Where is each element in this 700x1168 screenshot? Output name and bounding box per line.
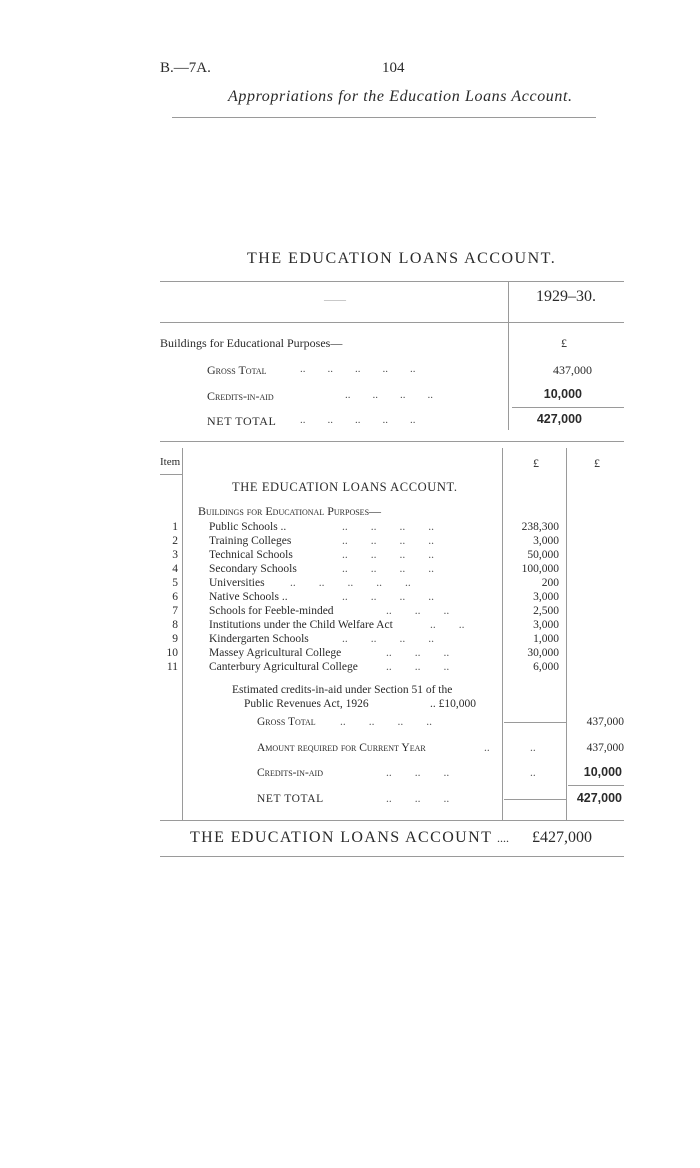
summary-year: 1929–30. — [536, 288, 596, 305]
summary-net-dots: .. .. .. .. .. — [300, 414, 416, 426]
item-value: 200 — [541, 577, 559, 589]
detail-credits-dots: .. .. .. — [386, 767, 450, 779]
item-number: 7 — [172, 605, 178, 617]
item-number: 9 — [172, 633, 178, 645]
detail-item-header: Item — [160, 456, 181, 468]
item-dots: .. .. .. .. — [342, 633, 434, 645]
summary-gross-dots: .. .. .. .. .. — [300, 363, 416, 375]
summary-title: THE EDUCATION LOANS ACCOUNT. — [247, 250, 557, 267]
summary-dash: —— — [324, 294, 346, 306]
summary-heading: Buildings for Educational Purposes— — [160, 336, 343, 350]
item-name: Canterbury Agricultural College — [209, 661, 358, 673]
item-dots: .. .. .. .. — [342, 549, 434, 561]
item-number: 2 — [172, 535, 178, 547]
detail-heading: Buildings for Educational Purposes— — [198, 504, 382, 518]
detail-item-col-line — [182, 448, 183, 820]
footer-dots: .... — [497, 831, 509, 845]
item-number: 6 — [172, 591, 178, 603]
credits-note-line1: Estimated credits-in-aid under Section 51 of the — [232, 684, 453, 696]
item-number: 1 — [172, 521, 178, 533]
detail-required-value: 437,000 — [586, 742, 624, 754]
item-number: 10 — [166, 647, 178, 659]
item-number: 11 — [166, 661, 178, 673]
detail-gross-value: 437,000 — [586, 716, 624, 728]
item-name: Massey Agricultural College — [209, 647, 342, 659]
item-value: 3,000 — [533, 619, 559, 631]
summary-top-rule — [160, 281, 624, 282]
item-number: 4 — [172, 563, 178, 575]
detail-credits-value: 10,000 — [583, 765, 622, 779]
detail-title: THE EDUCATION LOANS ACCOUNT. — [232, 480, 458, 494]
detail-col1-line — [502, 448, 503, 820]
detail-net-label: NET TOTAL — [257, 793, 324, 805]
summary-gross-label: Gross Total — [207, 363, 267, 377]
item-dots: .. .. .. .. — [342, 535, 434, 547]
page-number: 104 — [382, 60, 405, 76]
item-value: 3,000 — [533, 535, 559, 547]
detail-col1-currency: £ — [533, 456, 539, 470]
detail-credits-rule — [568, 785, 624, 786]
item-value: 100,000 — [521, 563, 559, 575]
detail-top-rule — [160, 441, 624, 442]
summary-credits-dots: .. .. .. .. — [345, 389, 433, 401]
summary-col-divider — [508, 282, 509, 430]
item-name: Public Schools .. — [209, 521, 287, 533]
credits-note-amount: .. £10,000 — [430, 698, 476, 710]
summary-gross-value: 437,000 — [553, 363, 592, 377]
item-dots: .. .. — [430, 619, 465, 631]
item-value: 238,300 — [521, 521, 559, 533]
item-value: 50,000 — [527, 549, 559, 561]
detail-required-dots: .. — [484, 742, 490, 754]
summary-header-rule — [160, 322, 624, 323]
detail-bottom-rule — [160, 820, 624, 821]
item-name: Secondary Schools — [209, 563, 297, 575]
item-dots: .. .. .. — [386, 661, 450, 673]
footer-label: THE EDUCATION LOANS ACCOUNT — [190, 829, 493, 846]
detail-item-header-rule — [160, 474, 182, 475]
detail-credits-col1: .. — [530, 767, 536, 779]
detail-net-col1-rule — [504, 799, 566, 800]
summary-credits-value: 10,000 — [543, 387, 582, 401]
summary-credits-label: Credits-in-aid — [207, 389, 274, 403]
item-value: 1,000 — [533, 633, 559, 645]
item-name: Kindergarten Schools — [209, 633, 309, 645]
item-value: 3,000 — [533, 591, 559, 603]
summary-net-label: NET TOTAL — [207, 414, 277, 428]
item-name: Universities — [209, 577, 265, 589]
header-rule — [172, 117, 596, 118]
credits-note-line2: Public Revenues Act, 1926 — [244, 698, 369, 710]
detail-col2-currency: £ — [594, 456, 600, 470]
item-name: Native Schools .. — [209, 591, 288, 603]
summary-credits-rule — [512, 407, 624, 408]
item-name: Technical Schools — [209, 549, 293, 561]
summary-currency: £ — [561, 336, 567, 350]
detail-net-dots: .. .. .. — [386, 793, 450, 805]
item-value: 2,500 — [533, 605, 559, 617]
item-value: 6,000 — [533, 661, 559, 673]
item-number: 5 — [172, 577, 178, 589]
item-dots: .. .. .. .. .. — [290, 577, 411, 589]
detail-gross-label: Gross Total — [257, 716, 316, 728]
detail-net-value: 427,000 — [576, 791, 622, 805]
footer-amount: £427,000 — [532, 829, 592, 846]
item-dots: .. .. .. .. — [342, 521, 434, 533]
detail-required-col1: .. — [530, 742, 536, 754]
item-dots: .. .. .. — [386, 647, 450, 659]
summary-net-value: 427,000 — [536, 412, 582, 426]
detail-credits-label: Credits-in-aid — [257, 767, 323, 779]
item-name: Training Colleges — [209, 535, 292, 547]
detail-required-label: Amount required for Current Year — [257, 742, 426, 754]
item-dots: .. .. .. — [386, 605, 450, 617]
page-ref: B.—7A. — [160, 60, 211, 76]
item-dots: .. .. .. .. — [342, 563, 434, 575]
detail-gross-dots: .. .. .. .. — [340, 716, 432, 728]
item-name: Institutions under the Child Welfare Act — [209, 619, 393, 631]
item-name: Schools for Feeble-minded — [209, 605, 334, 617]
item-dots: .. .. .. .. — [342, 591, 434, 603]
detail-gross-col1-rule — [504, 722, 566, 723]
item-number: 8 — [172, 619, 178, 631]
item-value: 30,000 — [527, 647, 559, 659]
footer-rule — [160, 856, 624, 857]
item-number: 3 — [172, 549, 178, 561]
page-subtitle: Appropriations for the Education Loans Account. — [228, 88, 573, 105]
